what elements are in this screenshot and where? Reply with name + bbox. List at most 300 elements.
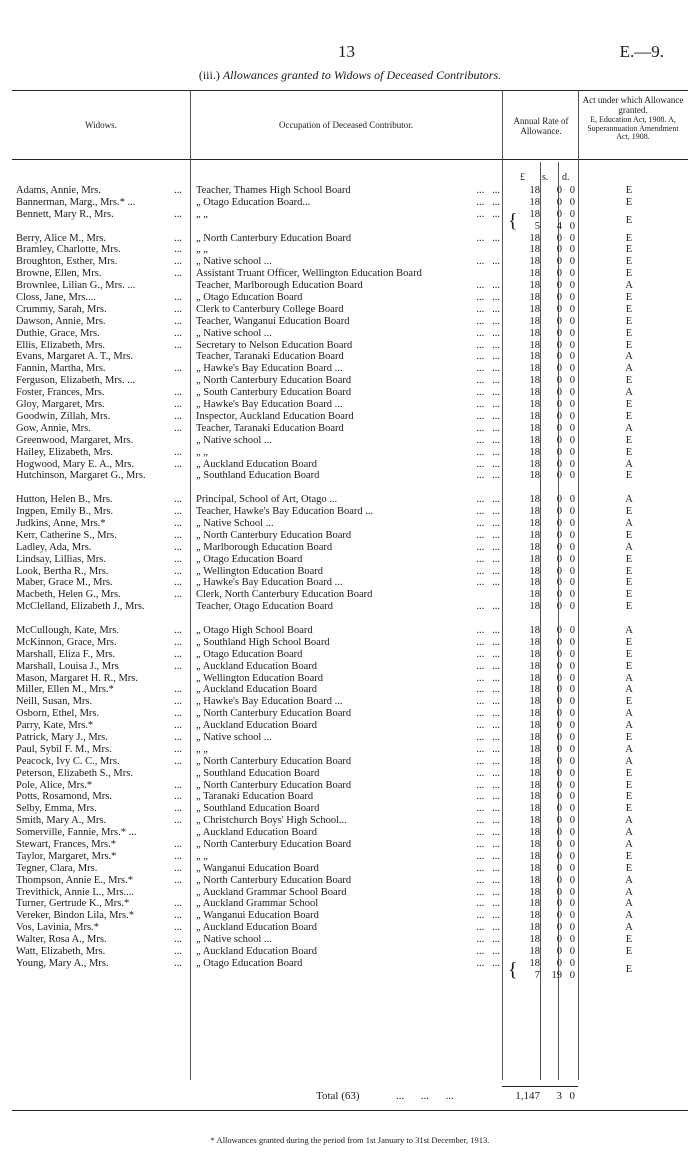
rate-pounds: 18 [529,422,540,434]
table-row [16,589,686,601]
rate-pence: 0 [569,898,575,910]
table-row [16,530,686,542]
rate-shillings: 0 [556,720,562,732]
table-row [16,566,686,578]
table-row [16,577,686,589]
occupation: „ North Canterbury Education Board ... ... [196,874,500,886]
rate-shillings: 0 [556,458,562,470]
widow-name: Hailey, Elizabeth, Mrs. ... [16,446,182,458]
rate-pounds: 18 [529,494,540,506]
widow-name: Ellis, Elizabeth, Mrs. ... [16,339,182,351]
rate-pence: 0 [569,339,575,351]
leader-dots: ... ... [476,446,500,458]
rate-shillings: 0 [556,529,562,541]
leader-dots: ... [174,636,182,648]
occupation: „ Native school ... ... ... [196,732,500,744]
occupation: „ Hawke's Bay Education Board ... ... ... [196,696,500,708]
act-code: A [625,886,633,898]
act-code: E [625,303,633,315]
leader-dots: ... [174,315,182,327]
rate-pence: 0 [569,743,575,755]
leader-dots: ... [174,577,182,589]
rate-pence: 0 [569,791,575,803]
rate-pence: 0 [569,292,575,304]
widow-name: Parry, Kate, Mrs.* ... [16,720,182,732]
rate-shillings-second: 19 [551,969,562,981]
rate-pounds: 18 [529,303,540,315]
rate-pence: 0 [569,910,575,922]
rate-pence: 0 [569,708,575,720]
total-dots: ... ... ... [396,1090,454,1102]
leader-dots: ... ... [476,767,500,779]
rate-pence: 0 [569,208,575,220]
leader-dots: ... ... [476,684,500,696]
rate-shillings: 0 [556,934,562,946]
leader-dots: ... ... [476,517,500,529]
widow-name: Tegner, Clara, Mrs. ... [16,862,182,874]
leader-dots: ... [174,720,182,732]
rate-pounds-second: 5 [534,220,540,232]
leader-dots: ... ... [476,541,500,553]
table-row [16,209,686,233]
rate-shillings: 0 [556,303,562,315]
act-code: E [625,232,633,244]
act-code: E [625,636,633,648]
rate-pounds: 18 [529,315,540,327]
leader-dots: ... ... [476,494,500,506]
total-label: Total (63) [316,1090,360,1102]
rate-shillings: 0 [556,494,562,506]
rate-shillings: 0 [556,541,562,553]
leader-dots: ... [174,732,182,744]
widow-name: Vos, Lavinia, Mrs.* ... [16,922,182,934]
rate-pence: 0 [569,506,575,518]
leader-dots: ... ... [476,363,500,375]
act-code: E [625,315,633,327]
col-act-note: E, Education Act, 1908. A, Superannuation Amendment Act, 1908. [587,115,679,141]
leader-dots: ... [174,957,182,969]
leader-dots: ... [174,410,182,422]
rate-pence: 0 [569,315,575,327]
widow-name: Selby, Emma, Mrs. ... [16,803,182,815]
rate-shillings: 0 [556,565,562,577]
leader-dots: ... [174,791,182,803]
act-code: E [625,963,633,975]
table-row [16,696,686,708]
rate-shillings: 0 [556,827,562,839]
rate-pounds: 18 [529,517,540,529]
rate-shillings: 0 [556,327,562,339]
rate-pence: 0 [569,351,575,363]
brace-icon: { [508,209,518,232]
leader-dots: ... [174,458,182,470]
widow-name: Gloy, Margaret, Mrs. ... [16,399,182,411]
occupation: „ South Canterbury Education Board ... ... [196,387,500,399]
widow-name: Somerville, Fannie, Mrs.* ... [16,827,137,839]
rate-pence: 0 [569,541,575,553]
rate-pounds-second: 7 [534,969,540,981]
act-code: E [625,339,633,351]
rate-shillings: 0 [556,839,562,851]
leader-dots: ... ... [476,934,500,946]
leader-dots: ... ... [476,791,500,803]
widow-name: Pole, Alice, Mrs.* ... [16,779,182,791]
occupation: Clerk to Canterbury College Board ... ... [196,303,500,315]
widow-name: Judkins, Anne, Mrs.* ... [16,517,182,529]
rate-pence: 0 [569,422,575,434]
table-row [16,185,686,197]
leader-dots: ... ... [476,946,500,958]
act-code: A [625,280,633,292]
widow-name: Walter, Rosa A., Mrs. ... [16,934,182,946]
act-code: A [625,720,633,732]
table-row [16,946,686,958]
rate-pounds: 18 [529,755,540,767]
rate-shillings: 0 [556,779,562,791]
occupation: „ „ [196,244,208,256]
table-row [16,875,686,887]
leader-dots: ... ... [476,470,500,482]
act-code: E [625,327,633,339]
act-code: E [625,470,633,482]
table-row [16,898,686,910]
table-row [16,197,686,209]
rate-pence: 0 [569,268,575,280]
leader-dots: ... [174,529,182,541]
leader-dots: ... ... [476,636,500,648]
widow-name: Watt, Elizabeth, Mrs. ... [16,946,182,958]
rate-pence: 0 [569,185,575,196]
leader-dots: ... ... [476,232,500,244]
occupation: „ Auckland Education Board ... ... [196,922,500,934]
occupation: „ North Canterbury Education Board ... ... [196,755,500,767]
occupation: „ Hawke's Bay Education Board ... ... ... [196,399,500,411]
table-row [16,815,686,827]
table-row [16,233,686,245]
table-row [16,411,686,423]
leader-dots: ... ... [476,280,500,292]
col-occupation: Occupation of Deceased Contributor. [279,120,413,130]
act-code: E [625,434,633,446]
rate-pounds: 18 [529,292,540,304]
rate-pounds: 18 [529,244,540,256]
occupation: Principal, School of Art, Otago ... ... ... [196,494,500,506]
table-row [16,661,686,673]
rate-pounds: 18 [529,375,540,387]
act-code: E [625,565,633,577]
occupation: „ Native School ... ... ... [196,517,500,529]
table-row [16,423,686,435]
rate-pounds: 18 [529,399,540,411]
occupation: „ Hawke's Bay Education Board ... ... ... [196,577,500,589]
widow-name: Stewart, Frances, Mrs.* ... [16,839,182,851]
occupation: Teacher, Taranaki Education Board ... ... [196,351,500,363]
rate-shillings: 0 [556,636,562,648]
rate-shillings: 0 [556,946,562,958]
widow-name: Ladley, Ada, Mrs. ... [16,541,182,553]
occupation: „ North Canterbury Education Board ... ... [196,839,500,851]
widow-name: Duthie, Grace, Mrs. ... [16,327,182,339]
rate-shillings: 0 [556,957,562,969]
table-row [16,684,686,696]
leader-dots: ... ... [476,422,500,434]
occupation: „ Otago High School Board ... ... [196,625,500,636]
occupation: „ Hawke's Bay Education Board ... ... ... [196,363,500,375]
occupation: „ „ ... ... [196,850,500,862]
rate-shillings: 0 [556,422,562,434]
leader-dots: ... [174,422,182,434]
table-row [16,447,686,459]
table-row [16,887,686,899]
leader-dots: ... [174,589,182,601]
leader-dots: ... [174,517,182,529]
leader-dots: ... ... [476,577,500,589]
act-code: E [625,506,633,518]
occupation: Clerk, North Canterbury Education Board [196,589,373,601]
rate-shillings: 0 [556,755,562,767]
widow-name: Crummy, Sarah, Mrs. ... [16,303,182,315]
leader-dots: ... [174,898,182,910]
occupation: „ Native school ... ... ... [196,434,500,446]
rate-shillings: 0 [556,696,562,708]
rate-pounds: 18 [529,946,540,958]
occupation: „ „ ... ... [196,743,500,755]
table-row [16,839,686,851]
rate-pence: 0 [569,387,575,399]
rate-shillings: 0 [556,601,562,613]
table-row [16,851,686,863]
widow-name: Berry, Alice M., Mrs. ... [16,232,182,244]
widow-name: Trevithick, Annie L., Mrs.... [16,886,135,898]
widow-name: Smith, Mary A., Mrs. ... [16,815,182,827]
rate-pounds: 18 [529,660,540,672]
rate-pence: 0 [569,660,575,672]
table-row [16,351,686,363]
widow-name: Mason, Margaret H. R., Mrs. [16,672,139,684]
table-row [16,518,686,530]
rate-pounds: 18 [529,874,540,886]
table-row [16,304,686,316]
table-row [16,244,686,256]
leader-dots: ... ... [476,957,500,969]
rate-pence: 0 [569,196,575,208]
table-row [16,744,686,756]
occupation: „ Wanganui Education Board ... ... [196,862,500,874]
rate-pounds: 18 [529,850,540,862]
rate-pounds: 18 [529,803,540,815]
leader-dots: ... ... [476,434,500,446]
occupation: Inspector, Auckland Education Board ... ... [196,410,500,422]
leader-dots: ... ... [476,458,500,470]
act-code: E [625,791,633,803]
rate-pence: 0 [569,696,575,708]
table-row [16,470,686,494]
rate-pounds: 18 [529,506,540,518]
leader-dots: ... ... [476,185,500,196]
widow-name: Ingpen, Emily B., Mrs. ... [16,506,182,518]
table-row [16,708,686,720]
footnote: * Allowances granted during the period from 1st January to 31st December, 1913. [210,1135,490,1145]
act-code: E [625,196,633,208]
rate-shillings: 0 [556,185,562,196]
leader-dots: ... [174,363,182,375]
leader-dots: ... [174,874,182,886]
occupation: „ Otago Education Board ... ... [196,957,500,969]
rate-shillings: 0 [556,767,562,779]
widow-name: Maber, Grace M., Mrs. ... [16,577,182,589]
widow-name: Neill, Susan, Mrs. ... [16,696,182,708]
leader-dots: ... ... [476,803,500,815]
widow-name: Closs, Jane, Mrs.... ... [16,292,182,304]
leader-dots: ... [174,268,182,280]
leader-dots: ... ... [476,292,500,304]
header-bottom-rule [12,159,688,160]
act-code: E [625,601,633,613]
table-row [16,554,686,566]
rate-pounds: 18 [529,934,540,946]
leader-dots: ... ... [476,708,500,720]
table-row [16,340,686,352]
leader-dots: ... [174,862,182,874]
act-code: A [625,422,633,434]
widow-name: McCullough, Kate, Mrs. ... [16,625,182,636]
rate-pounds: 18 [529,839,540,851]
rate-shillings: 0 [556,553,562,565]
widow-name: Adams, Annie, Mrs. ... [16,185,182,196]
rate-pence: 0 [569,244,575,256]
act-code: A [625,458,633,470]
table-row [16,316,686,328]
widow-name: Peacock, Ivy C. C., Mrs. ... [16,755,182,767]
leader-dots: ... [174,708,182,720]
table-row [16,387,686,399]
table-row [16,673,686,685]
rate-pounds: 18 [529,458,540,470]
table-row [16,363,686,375]
leader-dots: ... ... [476,327,500,339]
occupation: „ Native school ... ... ... [196,256,500,268]
rate-shillings: 0 [556,589,562,601]
rate-pence: 0 [569,827,575,839]
leader-dots: ... [174,494,182,506]
act-code: A [625,839,633,851]
title-text: Allowances granted to Widows of Deceased Contributors. [222,68,502,82]
leader-dots: ... [174,648,182,660]
rate-shillings: 0 [556,434,562,446]
table-row [16,459,686,471]
widow-name: Young, Mary A., Mrs. ... [16,957,182,969]
act-code: E [625,446,633,458]
act-code: E [625,779,633,791]
rate-shillings: 0 [556,446,562,458]
widow-name: Bramley, Charlotte, Mrs. ... [16,244,182,256]
leader-dots: ... [174,946,182,958]
leader-dots: ... ... [476,375,500,387]
leader-dots: ... ... [476,922,500,934]
leader-dots: ... [174,185,182,196]
leader-dots: ... [174,839,182,851]
occupation: „ Taranaki Education Board ... ... [196,791,500,803]
total-rule [502,1086,578,1087]
occupation: „ „ ... ... [196,446,500,458]
leader-dots: ... [174,922,182,934]
rate-shillings: 0 [556,268,562,280]
rate-shillings: 0 [556,732,562,744]
leader-dots: ... ... [476,256,500,268]
widow-name: Paul, Sybil F. M., Mrs. ... [16,743,182,755]
widow-name: Hogwood, Mary E. A., Mrs. ... [16,458,182,470]
occupation: Teacher, Marlborough Education Board ... ... [196,280,500,292]
rate-pence: 0 [569,470,575,482]
table-row [16,863,686,875]
rate-pounds: 18 [529,327,540,339]
table-row [16,601,686,625]
rate-pounds: 18 [529,815,540,827]
act-code: E [625,946,633,958]
rate-shillings: 0 [556,399,562,411]
table-row [16,756,686,768]
widow-name: Foster, Frances, Mrs. ... [16,387,182,399]
widow-name: Evans, Margaret A. T., Mrs. [16,351,133,363]
occupation: „ Auckland Education Board ... ... [196,660,500,672]
act-code: A [625,874,633,886]
leader-dots: ... [174,541,182,553]
rate-pounds: 18 [529,280,540,292]
act-code: A [625,815,633,827]
leader-dots: ... [174,303,182,315]
table-title [0,68,700,83]
total-pence: 0 [569,1090,575,1102]
leader-dots: ... ... [476,779,500,791]
rate-pence: 0 [569,565,575,577]
leader-dots: ... [174,256,182,268]
act-code: A [625,672,633,684]
leader-dots: ... ... [476,351,500,363]
leader-dots: ... ... [476,672,500,684]
rate-pounds: 18 [529,720,540,732]
rate-pence: 0 [569,957,575,969]
rate-shillings: 0 [556,910,562,922]
rate-pence: 0 [569,755,575,767]
occupation: Teacher, Taranaki Education Board ... ... [196,422,500,434]
rate-shillings-second: 4 [556,220,562,232]
rate-pounds: 18 [529,732,540,744]
rate-shillings: 0 [556,470,562,482]
occupation: „ Southland Education Board ... ... [196,767,500,779]
rate-pounds: 18 [529,648,540,660]
widow-name: Hutchinson, Margaret G., Mrs. [16,470,146,482]
act-code: E [625,292,633,304]
leader-dots: ... [174,327,182,339]
widow-name: Bannerman, Marg., Mrs.* ... [16,196,136,208]
leader-dots: ... [174,506,182,518]
leader-dots: ... [174,743,182,755]
act-code: A [625,684,633,696]
rate-shillings: 0 [556,410,562,422]
rate-pounds: 18 [529,387,540,399]
leader-dots: ... [174,565,182,577]
occupation: Assistant Truant Officer, Wellington Education Board [196,268,422,280]
table-row [16,649,686,661]
occupation: „ Wellington Education Board ... ... [196,565,500,577]
leader-dots: ... [174,387,182,399]
rate-pounds: 18 [529,351,540,363]
rate-pence: 0 [569,363,575,375]
occupation: Teacher, Thames High School Board ... ... [196,185,500,196]
occupation: „ Auckland Grammar School Board ... ... [196,886,500,898]
col-rate: Annual Rate of Allowance. [513,116,569,136]
rate-pence-second: 0 [569,220,575,232]
